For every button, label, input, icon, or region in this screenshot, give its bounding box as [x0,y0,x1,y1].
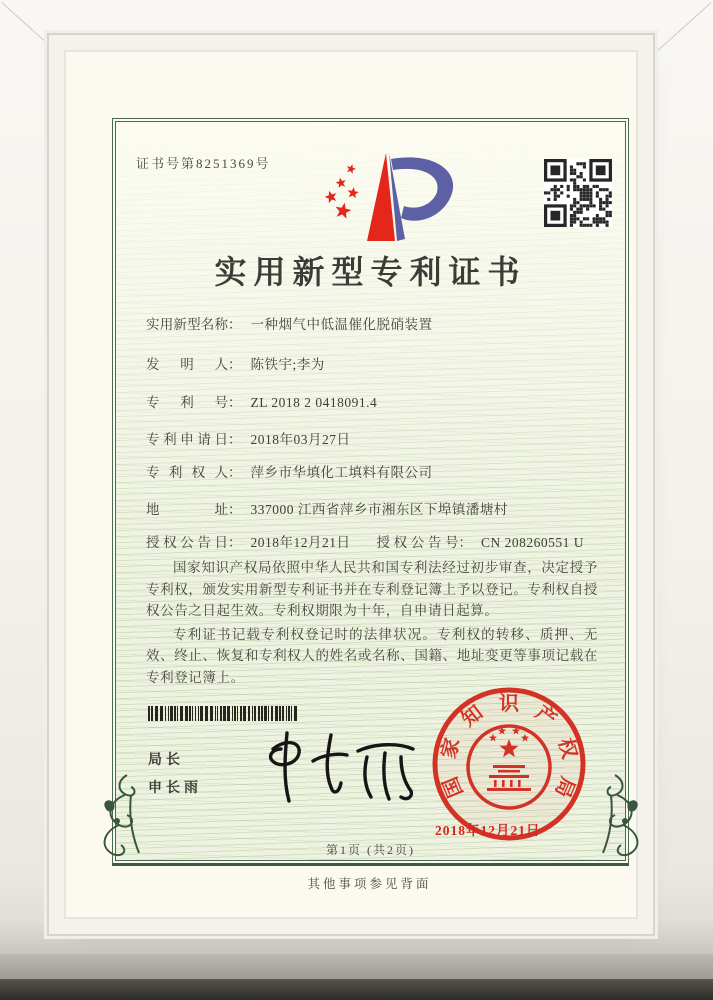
field-colon: ： [458,535,472,550]
barcode-bar [180,706,183,721]
field-colon: ： [228,432,242,447]
svg-text:知: 知 [457,701,488,732]
signer-name: 申长雨 [148,779,202,795]
barcode-bar [254,706,256,721]
frame-mitre-line [652,2,712,56]
barcode-bar [237,706,238,721]
frame-bottom-edge [0,979,713,1000]
svg-text:识: 识 [499,693,519,715]
barcode-bar [261,706,263,721]
svg-text:产: 产 [530,701,561,732]
barcode-bar [234,706,236,721]
field-row-name [146,313,433,333]
barcode-bar [279,706,281,721]
field-label: 专利权人 [146,465,228,480]
field-label: 发明人 [146,357,228,372]
field-row-filing-date [146,428,351,448]
barcode-bar [200,706,203,721]
barcode-bar [258,706,260,721]
barcode-bar [215,706,216,721]
barcode-bar [243,706,246,721]
frame-bottom-bevel [0,954,713,979]
barcode-bar [264,706,267,721]
field-label: 授权公告日 [146,535,228,550]
barcode-bar [192,706,193,721]
barcode-bar [168,706,169,721]
field-label: 专利申请日 [146,432,228,447]
field-label: 授权公告号 [376,535,459,550]
barcode-bar [282,706,284,721]
certificate-border-box [112,118,629,866]
barcode-bar [252,706,253,721]
legal-text [146,557,598,690]
barcode-bar [275,706,278,721]
barcode-bar [177,706,178,721]
field-colon: ： [228,395,242,410]
field-row-address [146,498,508,518]
barcode-bar [248,706,250,721]
barcode-bar [170,706,173,721]
frame-mitre-line [1,2,61,56]
legal-paragraph: 国家知识产权局依照中华人民共和国专利法经过初步审查，决定授予专利权，颁发实用新型专利证书并在专利登记簿上予以登记。专利权自授权公告之日起生效。专利权期限为十年，自申请日起算。 [146,560,598,618]
qr-code [544,159,612,227]
barcode-bar [240,706,242,721]
field-label: 实用新型名称 [146,317,228,332]
barcode [148,706,298,721]
field-colon: ： [228,317,242,332]
barcode-bar [232,706,233,721]
barcode-bar [195,706,196,721]
barcode-bar [165,706,166,721]
barcode-bar [198,706,199,721]
field-colon: ： [228,357,242,372]
barcode-bar [268,706,269,721]
corner-ornament-icon [83,773,143,863]
barcode-bar [271,706,273,721]
field-value: ZL 2018 2 0418091.4 [250,395,378,410]
svg-text:局: 局 [550,773,579,801]
signer-title: 局长 [148,751,184,767]
field-row-patentee [146,461,433,481]
barcode-bar [291,706,292,721]
barcode-bar [155,706,158,721]
barcode-bar [210,706,213,721]
field-value: 萍乡市华填化工填料有限公司 [250,465,433,480]
field-colon: ： [228,535,242,550]
back-note: 其他事项参见背面 [307,877,432,891]
field-label: 专利号 [146,395,228,410]
field-row-grant [146,531,584,551]
barcode-bar [227,706,230,721]
barcode-bar [223,706,226,721]
handwritten-signature [243,727,428,812]
field-value: 陈铁宇;李为 [250,357,325,372]
field-value: 一种烟气中低温催化脱硝装置 [250,317,433,332]
certificate-paper [66,52,636,917]
certificate-title: 实用新型专利证书 [214,254,527,290]
field-value: 2018年12月21日 [250,535,351,550]
field-value: CN 208260551 U [481,535,585,550]
seal-date: 2018年12月21日 [435,823,541,838]
barcode-bar [220,706,222,721]
field-value: 337000 江西省萍乡市湘东区下埠镇潘塘村 [250,502,508,517]
field-colon: ： [228,502,242,517]
patent-office-logo-icon [301,149,471,249]
barcode-bar [160,706,163,721]
svg-text:权: 权 [553,735,581,761]
page-info: 第1页 (共2页) [326,843,415,857]
barcode-bar [151,706,153,721]
barcode-bar [185,706,188,721]
legal-paragraph: 专利证书记载专利权登记时的法律状况。专利权的转移、质押、无效、终止、恢复和专利权人的姓名或名称、国籍、地址变更等事项记载在专利登记簿上。 [146,626,598,685]
barcode-bar [205,706,208,721]
field-label: 地址 [146,502,228,517]
svg-text:国: 国 [439,773,468,801]
barcode-bar [174,706,176,721]
field-colon: ： [228,465,242,480]
barcode-bar [288,706,290,721]
field-value: 2018年03月27日 [250,432,351,447]
corner-ornament-icon [599,773,659,863]
certificate-number: 证书号第8251369号 [136,156,271,171]
barcode-bar [148,706,150,721]
barcode-bar [189,706,191,721]
frame-bottom-bevel [0,917,713,954]
barcode-bar [217,706,218,721]
svg-text:家: 家 [437,735,465,761]
field-row-patent-no [146,391,377,411]
field-row-inventor [146,353,325,373]
barcode-bar [294,706,297,721]
barcode-bar [286,706,287,721]
